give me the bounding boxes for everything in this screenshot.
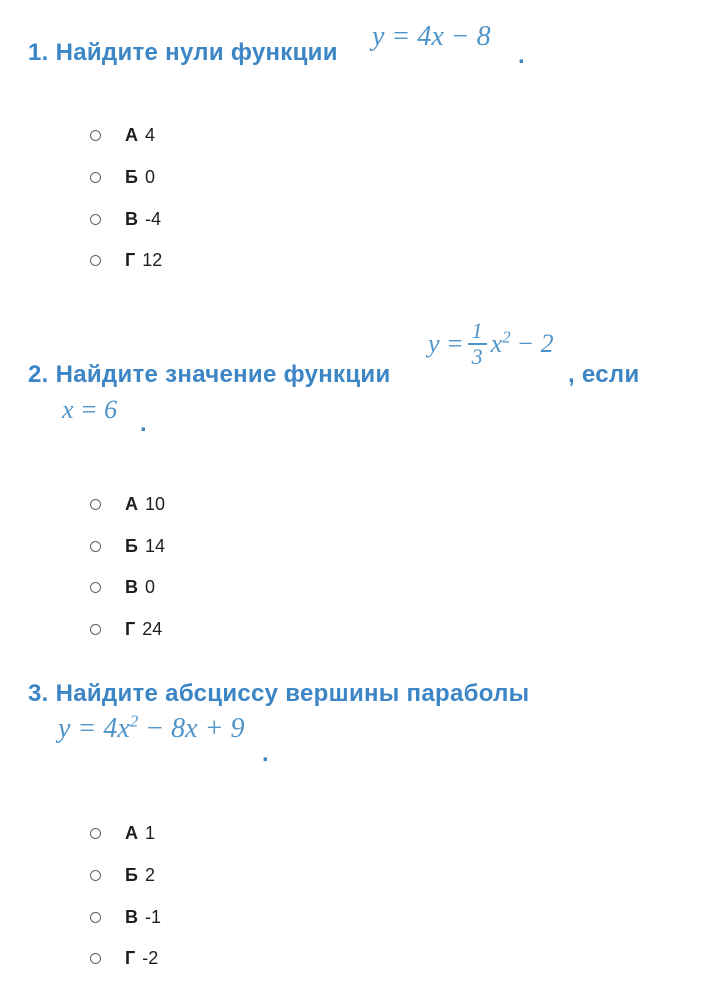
option-row-q2-g: [90, 618, 162, 640]
question-2-title: 2. Найдите значение функции: [28, 361, 391, 388]
formula-lhs: y =: [428, 329, 464, 358]
option-row-q3-a: [90, 822, 155, 844]
fraction: [468, 319, 487, 369]
option-row-q3-v: [90, 906, 161, 928]
option-row-q1-b: [90, 166, 155, 188]
formula-exponent: 2: [502, 327, 511, 347]
option-label-q2-b[interactable]: [125, 536, 165, 557]
fraction-numerator: 1: [468, 319, 487, 345]
radio-button-q1-a[interactable]: [90, 130, 101, 141]
radio-button-q2-g[interactable]: [90, 624, 101, 635]
formula-tail: − 2: [516, 329, 554, 358]
option-letter: А: [125, 822, 138, 843]
radio-button-q1-b[interactable]: [90, 172, 101, 183]
option-label-q3-g[interactable]: [125, 948, 158, 969]
option-label-q3-a[interactable]: [125, 823, 155, 844]
option-value: -1: [145, 906, 162, 927]
option-label-q3-b[interactable]: [125, 865, 155, 886]
fraction-denominator: 3: [471, 344, 483, 369]
option-label-q1-g[interactable]: [125, 250, 162, 271]
radio-button-q2-a[interactable]: [90, 499, 101, 510]
option-label-q1-b[interactable]: [125, 167, 155, 188]
radio-button-q2-v[interactable]: [90, 582, 101, 593]
option-letter: В: [125, 208, 138, 229]
option-value: 2: [144, 864, 155, 885]
option-value: -4: [145, 208, 162, 229]
formula-lhs: y = 4x: [58, 713, 130, 744]
option-value: 4: [145, 124, 156, 145]
option-letter: В: [125, 906, 138, 927]
formula-variable: $x^2$: [490, 327, 511, 358]
formula-exponent: 2: [129, 711, 139, 731]
formula-tail: − 8x + 9: [138, 713, 245, 744]
radio-button-q3-a[interactable]: [90, 828, 101, 839]
question-1-period: .: [518, 42, 525, 69]
option-letter: Г: [125, 947, 136, 968]
option-label-q2-v[interactable]: [125, 577, 155, 598]
option-label-q1-a[interactable]: [125, 125, 155, 146]
option-row-q1-a: [90, 124, 155, 146]
radio-button-q1-g[interactable]: [90, 255, 101, 266]
option-row-q1-v: [90, 208, 161, 230]
option-row-q3-g: [90, 947, 158, 969]
option-letter: А: [125, 493, 138, 514]
question-2-suffix: , если: [568, 361, 640, 388]
option-row-q3-b: [90, 864, 155, 886]
option-value: 1: [145, 822, 156, 843]
option-row-q2-b: [90, 535, 165, 557]
question-1-title: 1. Найдите нули функции: [28, 39, 338, 66]
question-3-formula: [58, 711, 245, 744]
question-3-title: 3. Найдите абсциссу вершины параболы: [28, 680, 530, 707]
option-row-q2-a: [90, 493, 165, 515]
option-label-q2-g[interactable]: [125, 619, 162, 640]
question-2-period: .: [140, 410, 147, 437]
option-letter: Б: [125, 166, 138, 187]
option-row-q1-g: [90, 249, 162, 271]
option-letter: Г: [125, 618, 136, 639]
option-value: 12: [142, 249, 163, 270]
question-2-condition: x = 6: [62, 395, 118, 424]
option-value: 0: [145, 576, 156, 597]
radio-button-q3-v[interactable]: [90, 912, 101, 923]
option-value: 10: [145, 493, 166, 514]
option-letter: Г: [125, 249, 136, 270]
option-value: 24: [142, 618, 163, 639]
option-label-q1-v[interactable]: [125, 209, 161, 230]
question-2-formula: [428, 310, 554, 378]
option-letter: Б: [125, 535, 138, 556]
option-label-q2-a[interactable]: [125, 494, 165, 515]
question-3-period: .: [262, 740, 269, 767]
option-letter: А: [125, 124, 138, 145]
option-label-q3-v[interactable]: [125, 907, 161, 928]
option-value: 0: [144, 166, 155, 187]
option-value: -2: [142, 947, 159, 968]
radio-button-q3-g[interactable]: [90, 953, 101, 964]
option-value: 14: [144, 535, 165, 556]
radio-button-q2-b[interactable]: [90, 541, 101, 552]
option-row-q2-v: [90, 576, 155, 598]
question-1-formula: y = 4x − 8: [372, 21, 491, 52]
radio-button-q3-b[interactable]: [90, 870, 101, 881]
option-letter: В: [125, 576, 138, 597]
option-letter: Б: [125, 864, 138, 885]
radio-button-q1-v[interactable]: [90, 214, 101, 225]
